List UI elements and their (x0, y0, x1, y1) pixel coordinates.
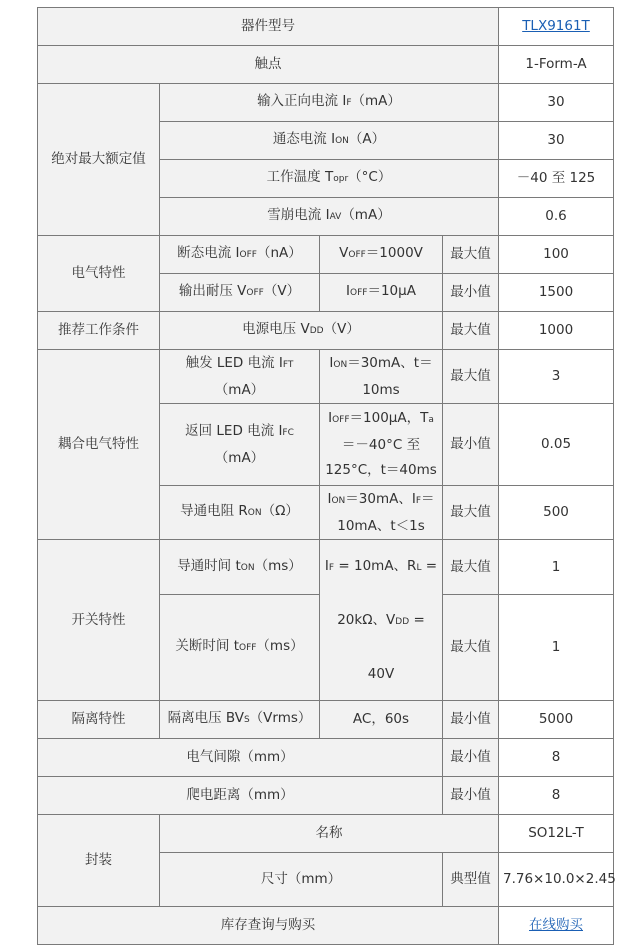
ifc-value: 0.05 (499, 404, 614, 486)
coupled-group: 耦合电气特性 (38, 350, 160, 540)
vdd-label: 电源电压 VDD（V） (160, 312, 443, 350)
row-isolation-voltage (38, 701, 614, 739)
isolation-group: 隔离特性 (38, 701, 160, 739)
creepage-label: 爬电距离（mm） (38, 777, 443, 815)
bvs-limit: 最小值 (443, 701, 499, 739)
clearance-limit: 最小值 (443, 739, 499, 777)
ioff-limit: 最大值 (443, 236, 499, 274)
ron-condition: ION＝30mA、IF＝10mA、t＜1s (320, 486, 443, 540)
ron-value: 500 (499, 486, 614, 540)
ioff-condition: VOFF＝1000V (320, 236, 443, 274)
package-size-label: 尺寸（mm） (160, 853, 443, 907)
bvs-condition: AC，60s (320, 701, 443, 739)
switching-group: 开关特性 (38, 540, 160, 701)
ion-label: 通态电流 ION（A） (160, 122, 499, 160)
row-stock (38, 907, 614, 945)
row-package-name (38, 815, 614, 853)
row-creepage (38, 777, 614, 815)
vdd-value: 1000 (499, 312, 614, 350)
package-name-value: SO12L-T (499, 815, 614, 853)
buy-online-link[interactable]: 在线购买 (529, 917, 583, 933)
vdd-limit: 最大值 (443, 312, 499, 350)
ift-condition: ION＝30mA、t＝10ms (320, 350, 443, 404)
row-turn-on-time (38, 540, 614, 595)
model-link[interactable]: TLX9161T (522, 18, 590, 34)
creepage-value: 8 (499, 777, 614, 815)
recommended-group: 推荐工作条件 (38, 312, 160, 350)
ift-value: 3 (499, 350, 614, 404)
ioff-value: 100 (499, 236, 614, 274)
toff-value: 1 (499, 595, 614, 701)
ron-limit: 最大值 (443, 486, 499, 540)
ron-label: 导通电阻 RON（Ω） (160, 486, 320, 540)
topr-value: －40 至 125 (499, 160, 614, 198)
voff-label: 输出耐压 VOFF（V） (160, 274, 320, 312)
model-label: 器件型号 (38, 8, 499, 46)
electrical-group: 电气特性 (38, 236, 160, 312)
iav-value: 0.6 (499, 198, 614, 236)
voff-condition: IOFF＝10μA (320, 274, 443, 312)
row-clearance (38, 739, 614, 777)
ifc-limit: 最小值 (443, 404, 499, 486)
row-contact (38, 46, 614, 84)
ifc-condition: IOFF＝100μA，Ta＝－40°C 至 125°C，t＝40ms (320, 404, 443, 486)
if-label: 输入正向电流 IF（mA） (160, 84, 499, 122)
contact-label: 触点 (38, 46, 499, 84)
row-trigger-led-current (38, 350, 614, 404)
row-model (38, 8, 614, 46)
row-input-forward-current (38, 84, 614, 122)
creepage-limit: 最小值 (443, 777, 499, 815)
package-group: 封装 (38, 815, 160, 907)
ion-value: 30 (499, 122, 614, 160)
toff-label: 关断时间 tOFF（ms） (160, 595, 320, 701)
clearance-label: 电气间隙（mm） (38, 739, 443, 777)
contact-value: 1-Form-A (499, 46, 614, 84)
topr-label: 工作温度 Topr（°C） (160, 160, 499, 198)
bvs-value: 5000 (499, 701, 614, 739)
package-size-limit: 典型值 (443, 853, 499, 907)
row-supply-voltage (38, 312, 614, 350)
row-off-state-current (38, 236, 614, 274)
switching-condition: IF = 10mA、RL = 20kΩ、VDD = 40V (320, 540, 443, 701)
bvs-label: 隔离电压 BVS（Vrms） (160, 701, 320, 739)
ioff-label: 断态电流 IOFF（nA） (160, 236, 320, 274)
voff-value: 1500 (499, 274, 614, 312)
iav-label: 雪崩电流 IAV（mA） (160, 198, 499, 236)
ton-label: 导通时间 tON（ms） (160, 540, 320, 595)
spec-table (37, 7, 614, 945)
toff-limit: 最大值 (443, 595, 499, 701)
ift-limit: 最大值 (443, 350, 499, 404)
ton-limit: 最大值 (443, 540, 499, 595)
abs-max-group: 绝对最大额定值 (38, 84, 160, 236)
ton-value: 1 (499, 540, 614, 595)
package-name-label: 名称 (160, 815, 499, 853)
voff-limit: 最小值 (443, 274, 499, 312)
clearance-value: 8 (499, 739, 614, 777)
stock-label: 库存查询与购买 (38, 907, 499, 945)
package-size-value: 7.76×10.0×2.45 (499, 853, 614, 907)
if-value: 30 (499, 84, 614, 122)
ift-label: 触发 LED 电流 IFT（mA） (160, 350, 320, 404)
ifc-label: 返回 LED 电流 IFC（mA） (160, 404, 320, 486)
